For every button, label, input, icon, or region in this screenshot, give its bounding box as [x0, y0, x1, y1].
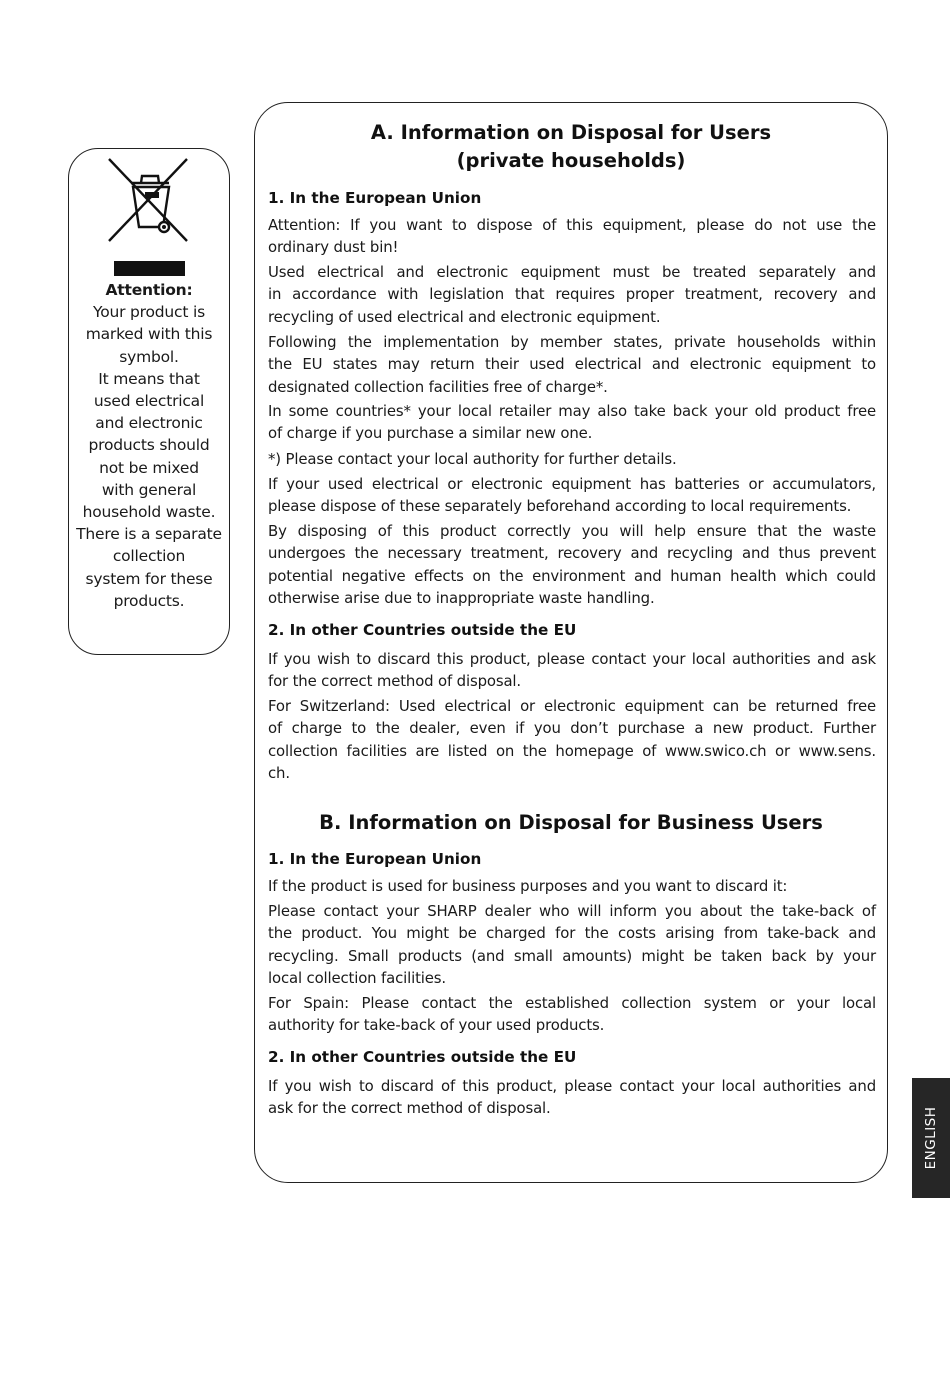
attention-line: products should: [88, 436, 210, 455]
paragraph: [268, 695, 876, 784]
crossed-out-wheelie-bin-icon: [107, 157, 193, 249]
attention-line: products.: [113, 591, 185, 610]
language-tab: [912, 1078, 950, 1198]
section-a-subtitle: (private households): [456, 149, 686, 172]
section-a-title: A. Information on Disposal for Users: [370, 121, 772, 144]
section-a-eu-heading: 1. In the European Union: [268, 189, 482, 207]
attention-line: There is a separate: [76, 525, 222, 544]
text-line: By disposing of this product correctly you will help ensure that the waste: [268, 522, 876, 540]
text-line: recycling. Small products (and small amounts) might be taken back by your: [268, 946, 876, 965]
text-line: If the product is used for business purposes and you want to discard it:: [268, 877, 788, 895]
paragraph: [268, 473, 876, 518]
paragraph: [268, 900, 876, 989]
attention-line: not be mixed: [99, 458, 199, 477]
attention-line: It means that: [98, 369, 200, 388]
text-line: ordinary dust bin!: [268, 238, 399, 257]
disposal-info-box: [254, 102, 888, 1183]
text-line: If your used electrical or electronic equipment has batteries or accumulators,: [268, 475, 876, 493]
text-line: Used electrical and electronic equipment must be treated separately and: [268, 263, 876, 281]
text-line: please dispose of these separately beforehand according to local requirements.: [268, 497, 852, 516]
text-line: the product. You might be charged for the costs arising from take-back and: [268, 924, 876, 943]
attention-line: with general: [101, 480, 197, 499]
paragraph: [268, 261, 876, 328]
attention-line: marked with this: [85, 325, 213, 344]
paragraph: [268, 875, 876, 897]
section-b-title: B. Information on Disposal for Business Users: [319, 811, 823, 834]
text-line: Attention: If you want to dispose of this equipment, please do not use the: [268, 216, 876, 234]
attention-line: system for these: [85, 569, 213, 588]
attention-line: symbol.: [119, 347, 179, 366]
text-line: ch.: [268, 763, 290, 782]
attention-line: Your product is: [93, 303, 205, 322]
text-line: undergoes the necessary treatment, recovery and recycling and thus prevent: [268, 544, 876, 563]
attention-line: used electrical: [93, 392, 205, 411]
black-bar: [114, 261, 185, 276]
text-line: ask for the correct method of disposal.: [268, 1099, 551, 1118]
attention-text: [71, 279, 227, 612]
text-line: of charge if you purchase a similar new one.: [268, 424, 593, 443]
paragraph: [268, 400, 876, 445]
text-line: potential negative effects on the environment and human health which could: [268, 566, 876, 585]
text-line: local collection facilities.: [268, 968, 446, 987]
paragraph: [268, 648, 876, 693]
text-line: in accordance with legislation that requires proper treatment, recovery and: [268, 285, 876, 304]
text-line: For Spain: Please contact the established collection system or your local: [268, 994, 876, 1012]
paragraph: [268, 331, 876, 398]
text-line: collection facilities are listed on the homepage of www.swico.ch or www.sens.: [268, 741, 876, 760]
text-line: In some countries* your local retailer may also take back your old product free: [268, 402, 876, 420]
section-b-other-heading: 2. In other Countries outside the EU: [268, 1048, 577, 1066]
attention-line: and electronic: [95, 414, 203, 433]
paragraph: [268, 214, 876, 259]
text-line: recycling of used electrical and electronic equipment.: [268, 307, 661, 326]
text-line: the EU states may return their used electrical and electronic equipment to: [268, 355, 876, 374]
text-line: For Switzerland: Used electrical or electronic equipment can be returned free: [268, 697, 876, 715]
paragraph: [268, 1075, 876, 1120]
text-line: If you wish to discard this product, please contact your local authorities and ask: [268, 650, 876, 668]
text-line: otherwise arise due to inappropriate waste handling.: [268, 588, 655, 607]
text-line: for the correct method of disposal.: [268, 672, 521, 691]
text-line: If you wish to discard of this product, please contact your local authorities and: [268, 1077, 876, 1095]
text-line: Following the implementation by member states, private households within: [268, 333, 876, 351]
paragraph: [268, 520, 876, 609]
attention-label: Attention:: [105, 281, 193, 299]
language-tab-label: ENGLISH: [923, 1106, 939, 1170]
text-line: authority for take-back of your used products.: [268, 1016, 605, 1035]
attention-line: household waste.: [82, 503, 216, 522]
attention-box: [68, 148, 230, 655]
text-line: of charge to the dealer, even if you don’t purchase a new product. Further: [268, 719, 876, 738]
section-b-eu-heading: 1. In the European Union: [268, 850, 482, 868]
text-line: designated collection facilities free of charge*.: [268, 377, 608, 396]
text-line: *) Please contact your local authority for further details.: [268, 450, 677, 468]
text-line: Please contact your SHARP dealer who will inform you about the take-back of: [268, 902, 876, 920]
paragraph: [268, 992, 876, 1037]
attention-line: collection: [112, 547, 186, 566]
paragraph: [268, 448, 876, 470]
section-a-other-heading: 2. In other Countries outside the EU: [268, 621, 577, 639]
